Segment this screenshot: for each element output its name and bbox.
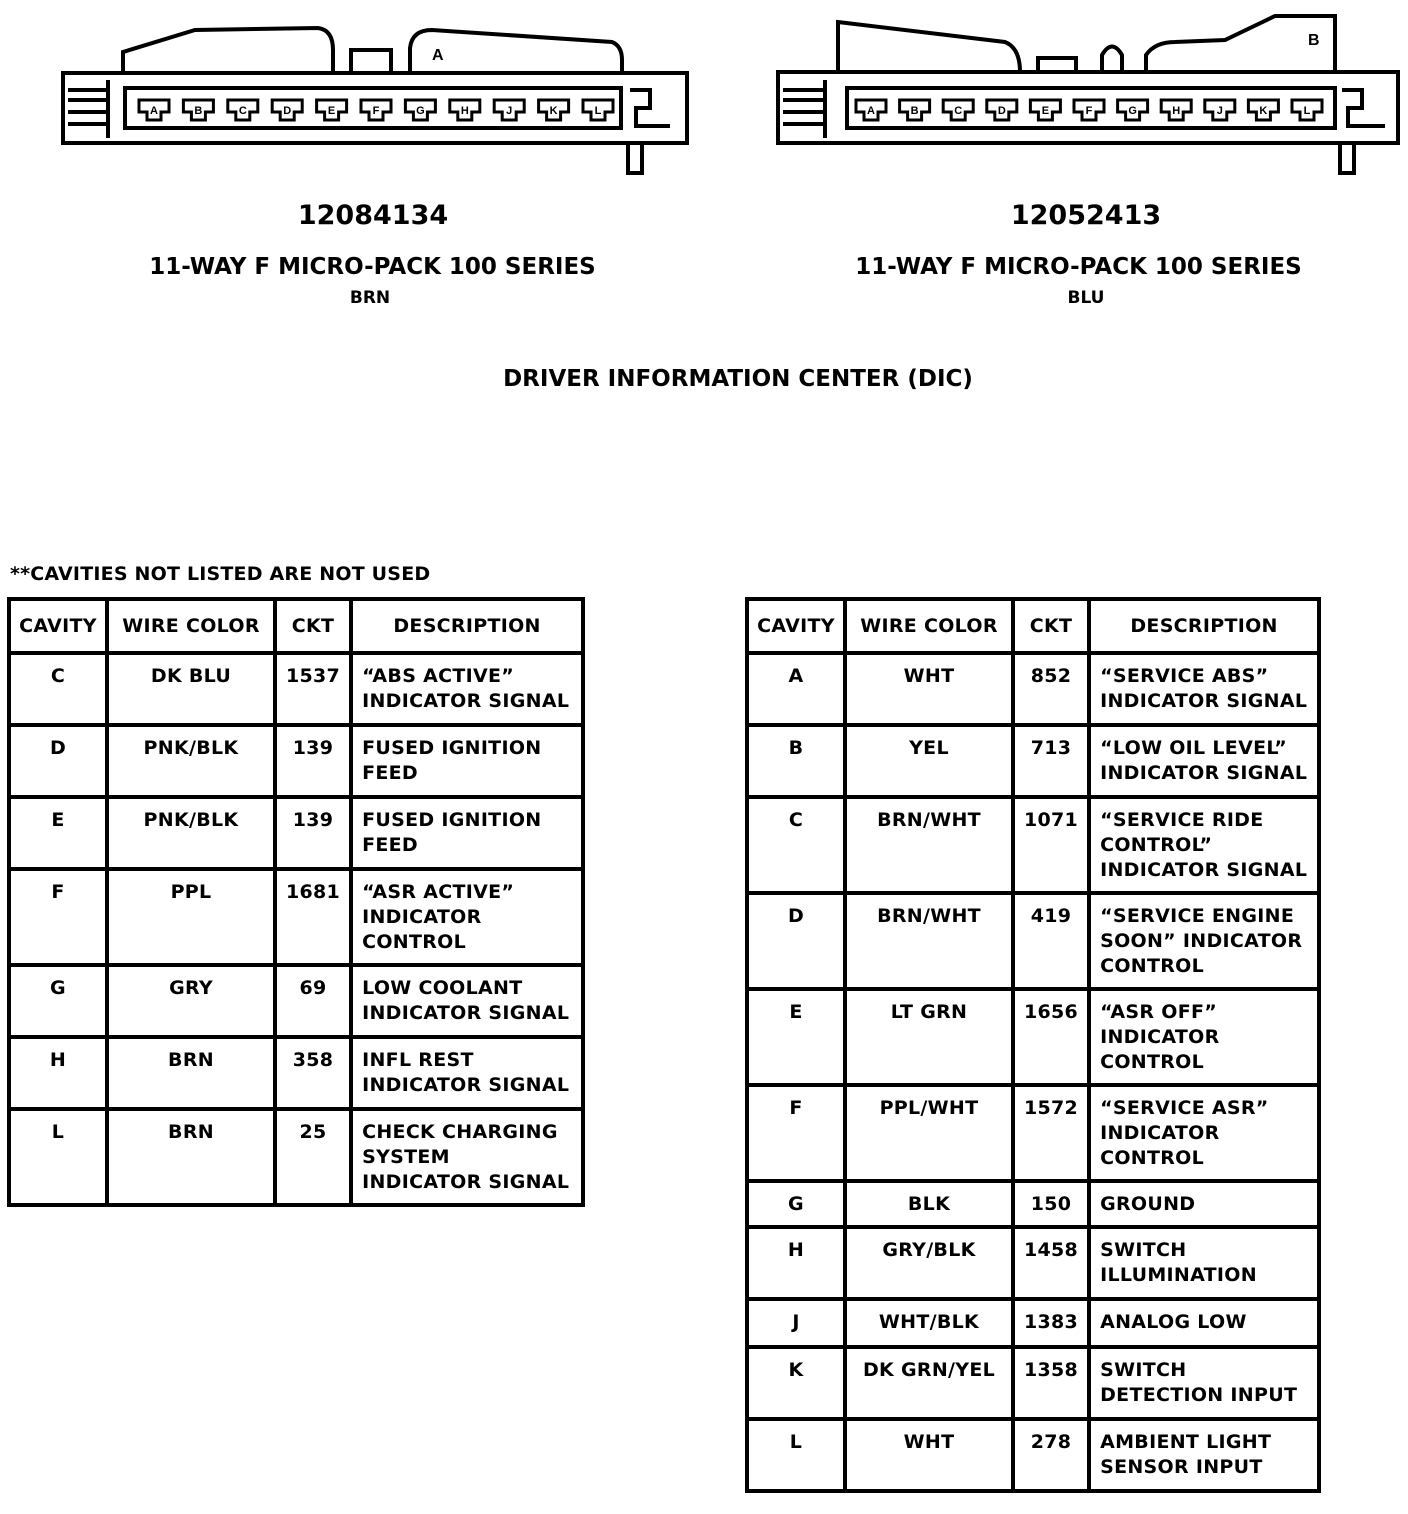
cavity-label-f: F (372, 105, 380, 117)
color-b: BLU (1067, 288, 1105, 308)
header-wire-color: WIRE COLOR (845, 599, 1013, 653)
description-cell: “SERVICE RIDE CONTROL” INDICATOR SIGNAL (1089, 797, 1319, 893)
wire-color-cell: PNK/BLK (107, 725, 275, 797)
cavity-label-f: F (1085, 105, 1093, 117)
header-cavity: CAVITY (9, 599, 107, 653)
ckt-cell: 1681 (275, 869, 351, 965)
table-row (9, 965, 583, 1037)
table-row (9, 869, 583, 965)
cavity-cell: H (9, 1037, 107, 1109)
cavity-cell: L (747, 1419, 845, 1491)
table-row (9, 1109, 583, 1205)
description-cell: SWITCH DETECTION INPUT (1089, 1347, 1319, 1419)
cavity-label-d: D (997, 105, 1006, 117)
wire-color-cell: LT GRN (845, 989, 1013, 1085)
cavity-cell: C (747, 797, 845, 893)
header-wire-color: WIRE COLOR (107, 599, 275, 653)
ckt-cell: 1656 (1013, 989, 1089, 1085)
wire-color-cell: PPL/WHT (845, 1085, 1013, 1181)
description-cell: CHECK CHARGING SYSTEM INDICATOR SIGNAL (351, 1109, 583, 1205)
table-row (747, 1181, 1319, 1227)
ckt-cell: 358 (275, 1037, 351, 1109)
key-label-b: B (1308, 32, 1320, 49)
cavity-label-j: J (506, 105, 513, 117)
description-cell: FUSED IGNITION FEED (351, 797, 583, 869)
table-row (747, 989, 1319, 1085)
wire-color-cell: PNK/BLK (107, 797, 275, 869)
cavity-label-e: E (327, 105, 336, 117)
cavity-cell: E (747, 989, 845, 1085)
table-row (747, 1299, 1319, 1347)
ckt-cell: 1071 (1013, 797, 1089, 893)
cavity-label-j: J (1216, 105, 1223, 117)
description-cell: “ASR OFF” INDICATOR CONTROL (1089, 989, 1319, 1085)
wire-color-cell: BLK (845, 1181, 1013, 1227)
description-cell: GROUND (1089, 1181, 1319, 1227)
cavity-label-e: E (1041, 105, 1050, 117)
description-cell: “SERVICE ENGINE SOON” INDICATOR CONTROL (1089, 893, 1319, 989)
description-cell: INFL REST INDICATOR SIGNAL (351, 1037, 583, 1109)
table-row (747, 653, 1319, 725)
wire-color-cell: WHT (845, 1419, 1013, 1491)
table-row (9, 725, 583, 797)
table-row (747, 1347, 1319, 1419)
table-row (747, 725, 1319, 797)
cavity-label-c: C (238, 105, 247, 117)
ckt-cell: 1383 (1013, 1299, 1089, 1347)
cavity-cell: C (9, 653, 107, 725)
cavity-cell: L (9, 1109, 107, 1205)
color-a: BRN (349, 288, 391, 308)
table-row (9, 1037, 583, 1109)
cavity-cell: D (9, 725, 107, 797)
cavity-cell: F (9, 869, 107, 965)
cavity-label-k: K (1259, 105, 1268, 117)
cavity-label-b: B (194, 105, 203, 117)
wire-color-cell: GRY/BLK (845, 1227, 1013, 1299)
description-cell: “LOW OIL LEVEL” INDICATOR SIGNAL (1089, 725, 1319, 797)
table-row (747, 797, 1319, 893)
ckt-cell: 419 (1013, 893, 1089, 989)
table-header-row (747, 599, 1319, 653)
wire-color-cell: DK BLU (107, 653, 275, 725)
ckt-cell: 1572 (1013, 1085, 1089, 1181)
description-cell: ANALOG LOW (1089, 1299, 1319, 1347)
wire-color-cell: YEL (845, 725, 1013, 797)
cavity-label-g: G (1128, 105, 1137, 117)
table-row (9, 797, 583, 869)
ckt-cell: 1458 (1013, 1227, 1089, 1299)
wire-color-cell: GRY (107, 965, 275, 1037)
part-number-a: 12084134 (297, 200, 449, 231)
cavity-label-l: L (594, 105, 602, 117)
cavity-label-a: A (867, 105, 875, 117)
table-row (747, 1419, 1319, 1491)
description-cell: “SERVICE ABS” INDICATOR SIGNAL (1089, 653, 1319, 725)
table-row (9, 653, 583, 725)
pinout-table-b (745, 597, 1321, 1493)
header-description: DESCRIPTION (351, 599, 583, 653)
table-row (747, 893, 1319, 989)
cavity-label-h: H (460, 105, 469, 117)
ckt-cell: 139 (275, 797, 351, 869)
wire-color-cell: DK GRN/YEL (845, 1347, 1013, 1419)
cavity-label-g: G (416, 105, 425, 117)
connector-a-drawing (0, 0, 1408, 200)
ckt-cell: 25 (275, 1109, 351, 1205)
ckt-cell: 852 (1013, 653, 1089, 725)
part-number-b: 12052413 (1010, 200, 1162, 231)
cavity-cell: B (747, 725, 845, 797)
cavity-cell: H (747, 1227, 845, 1299)
header-description: DESCRIPTION (1089, 599, 1319, 653)
wire-color-cell: WHT/BLK (845, 1299, 1013, 1347)
wire-color-cell: PPL (107, 869, 275, 965)
description-cell: “SERVICE ASR” INDICATOR CONTROL (1089, 1085, 1319, 1181)
cavity-cell: E (9, 797, 107, 869)
cavity-cell: G (9, 965, 107, 1037)
cavity-cell: G (747, 1181, 845, 1227)
cavity-label-a: A (150, 105, 158, 117)
cavity-label-l: L (1303, 105, 1311, 117)
cavity-cell: A (747, 653, 845, 725)
header-ckt: CKT (275, 599, 351, 653)
key-label-a: A (432, 47, 444, 64)
description-cell: AMBIENT LIGHT SENSOR INPUT (1089, 1419, 1319, 1491)
ckt-cell: 69 (275, 965, 351, 1037)
description-cell: “ABS ACTIVE” INDICATOR SIGNAL (351, 653, 583, 725)
description-cell: FUSED IGNITION FEED (351, 725, 583, 797)
description-cell: LOW COOLANT INDICATOR SIGNAL (351, 965, 583, 1037)
ckt-cell: 278 (1013, 1419, 1089, 1491)
table-row (747, 1227, 1319, 1299)
header-ckt: CKT (1013, 599, 1089, 653)
cavity-cell: J (747, 1299, 845, 1347)
wire-color-cell: BRN/WHT (845, 797, 1013, 893)
ckt-cell: 713 (1013, 725, 1089, 797)
cavity-label-h: H (1172, 105, 1181, 117)
cavity-label-b: B (910, 105, 919, 117)
table-row (747, 1085, 1319, 1181)
series-b: 11-WAY F MICRO-PACK 100 SERIES (855, 254, 1302, 280)
ckt-cell: 1537 (275, 653, 351, 725)
cavity-cell: F (747, 1085, 845, 1181)
ckt-cell: 150 (1013, 1181, 1089, 1227)
header-cavity: CAVITY (747, 599, 845, 653)
wire-color-cell: BRN (107, 1037, 275, 1109)
unused-cavities-note: **CAVITIES NOT LISTED ARE NOT USED (10, 563, 431, 585)
pinout-table-a (7, 597, 585, 1207)
cavity-cell: K (747, 1347, 845, 1419)
series-a: 11-WAY F MICRO-PACK 100 SERIES (149, 254, 596, 280)
description-cell: SWITCH ILLUMINATION (1089, 1227, 1319, 1299)
diagram-title: DRIVER INFORMATION CENTER (DIC) (503, 366, 973, 392)
ckt-cell: 139 (275, 725, 351, 797)
cavity-label-d: D (283, 105, 292, 117)
table-header-row (9, 599, 583, 653)
wire-color-cell: BRN/WHT (845, 893, 1013, 989)
ckt-cell: 1358 (1013, 1347, 1089, 1419)
cavity-cell: D (747, 893, 845, 989)
cavity-label-c: C (954, 105, 963, 117)
cavity-label-k: K (549, 105, 558, 117)
wire-color-cell: WHT (845, 653, 1013, 725)
wire-color-cell: BRN (107, 1109, 275, 1205)
description-cell: “ASR ACTIVE” INDICATOR CONTROL (351, 869, 583, 965)
